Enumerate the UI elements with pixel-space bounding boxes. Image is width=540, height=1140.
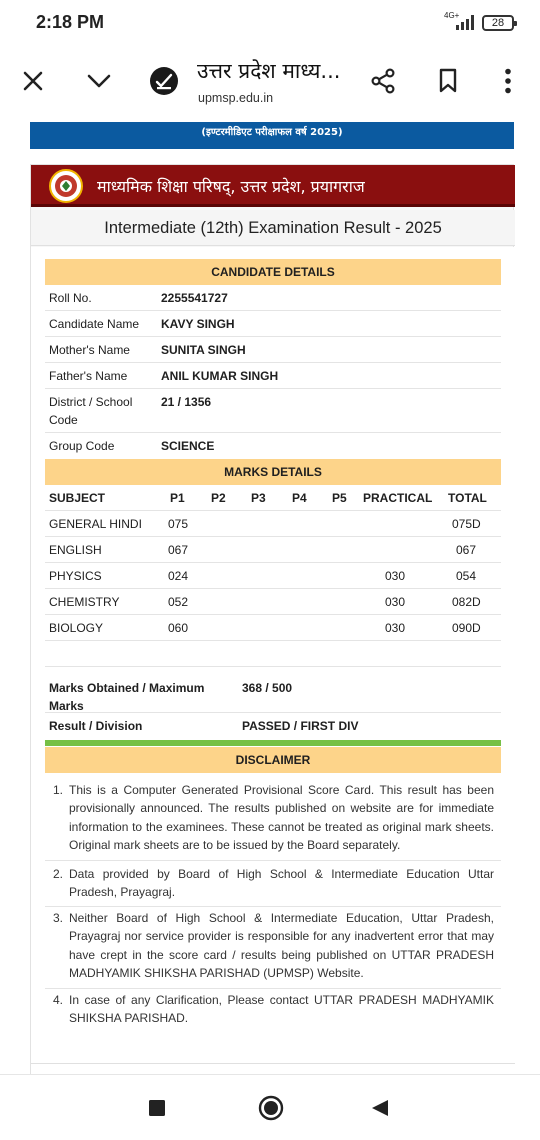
- col-total: TOTAL: [448, 491, 487, 505]
- total-cell: 054: [456, 569, 477, 583]
- row-label: Roll No.: [49, 291, 92, 305]
- recents-square-icon[interactable]: [149, 1100, 165, 1121]
- marks-obtained-value: 368 / 500: [242, 681, 293, 695]
- table-row: [45, 537, 501, 563]
- divider: [31, 1063, 515, 1064]
- disclaimer-item: [45, 865, 501, 907]
- p1-cell: 024: [168, 569, 189, 583]
- subject-cell: BIOLOGY: [49, 621, 104, 635]
- custom-tab-toolbar: [0, 46, 540, 122]
- table-row-empty: [45, 641, 501, 667]
- row-label: Candidate Name: [49, 317, 140, 331]
- subject-cell: PHYSICS: [49, 569, 102, 583]
- chevron-down-icon[interactable]: [82, 64, 116, 98]
- web-page[interactable]: [0, 122, 540, 1074]
- col-p4: P4: [292, 491, 307, 505]
- disclaimer-item: [45, 781, 501, 861]
- p1-cell: 075: [168, 517, 189, 531]
- col-p3: P3: [251, 491, 266, 505]
- item-text: This is a Computer Generated Provisional Score Card. This result has been provisionally announced. The results published on website are for immediate information to the examinees. These cannot be treated as original mark sheets. Original mark sheets are to be issued by the Board separately.: [69, 783, 494, 853]
- row-value: 21 / 1356: [161, 395, 212, 409]
- col-p2: P2: [211, 491, 226, 505]
- candidate-row: [45, 363, 501, 389]
- p1-cell: 060: [168, 621, 189, 635]
- back-triangle-icon[interactable]: [371, 1099, 389, 1122]
- candidate-row: [45, 433, 501, 459]
- table-row: [45, 563, 501, 589]
- battery-icon: 28: [482, 15, 514, 31]
- p1-cell: 067: [168, 543, 189, 557]
- candidate-row: [45, 311, 501, 337]
- total-cell: 067: [456, 543, 477, 557]
- subject-cell: CHEMISTRY: [49, 595, 120, 609]
- marks-obtained-row: [45, 667, 501, 713]
- result-content: [31, 247, 515, 1074]
- result-label: Result / Division: [49, 719, 143, 733]
- marks-obtained-label: Marks Obtained / Maximum Marks: [49, 681, 205, 713]
- item-number: 2.: [53, 867, 64, 881]
- p1-cell: 052: [168, 595, 189, 609]
- total-cell: 082D: [452, 595, 481, 609]
- candidate-details-header: CANDIDATE DETAILS: [45, 259, 501, 285]
- row-label: Mother's Name: [49, 343, 130, 357]
- subject-cell: GENERAL HINDI: [49, 517, 142, 531]
- share-icon[interactable]: [366, 64, 400, 98]
- row-value: 2255541727: [161, 291, 228, 305]
- disclaimer-header: DISCLAIMER: [45, 747, 501, 773]
- marks-table-header: [45, 485, 501, 511]
- col-practical: PRACTICAL: [363, 491, 433, 505]
- result-value: PASSED / FIRST DIV: [242, 719, 359, 733]
- candidate-row: [45, 285, 501, 311]
- result-card: [30, 164, 514, 1074]
- row-value: SUNITA SINGH: [161, 343, 246, 357]
- total-cell: 090D: [452, 621, 481, 635]
- practical-cell: 030: [385, 621, 406, 635]
- item-text: Neither Board of High School & Intermediate Education, Uttar Pradesh, Prayagraj nor service provider is responsible for any inadvertent error that may have crept in the score card / results being published on UTTAR PRADESH MADHYAMIK SHIKSHA PARISHAD (UPMSP) Website.: [69, 911, 494, 981]
- marks-details-header: MARKS DETAILS: [45, 459, 501, 485]
- board-name: माध्यमिक शिक्षा परिषद्, उत्तर प्रदेश, प्रयागराज: [97, 177, 365, 196]
- col-subject: SUBJECT: [49, 491, 106, 505]
- col-p1: P1: [170, 491, 185, 505]
- table-row: [45, 615, 501, 641]
- row-label: Father's Name: [49, 369, 128, 383]
- system-nav-bar: [0, 1074, 540, 1140]
- practical-cell: 030: [385, 569, 406, 583]
- network-type: 4G+: [444, 11, 460, 20]
- page-url: upmsp.edu.in: [198, 91, 274, 105]
- disclaimer-item: [45, 991, 501, 1051]
- row-value: SCIENCE: [161, 439, 215, 453]
- signal-icon: [455, 14, 477, 30]
- subject-cell: ENGLISH: [49, 543, 102, 557]
- item-number: 3.: [53, 911, 64, 925]
- candidate-row: [45, 389, 501, 433]
- more-vert-icon[interactable]: [491, 64, 525, 98]
- home-circle-icon[interactable]: [258, 1095, 284, 1126]
- item-number: 1.: [53, 783, 64, 797]
- item-number: 4.: [53, 993, 64, 1007]
- total-cell: 075D: [452, 517, 481, 531]
- row-label: Group Code: [49, 439, 115, 453]
- item-text: Data provided by Board of High School & Intermediate Education Uttar Pradesh, Prayagraj.: [69, 867, 494, 900]
- table-row: [45, 589, 501, 615]
- exam-title: Intermediate (12th) Examination Result - 2025: [31, 210, 515, 246]
- row-label: District / School Code: [49, 395, 133, 427]
- table-row: [45, 511, 501, 537]
- result-row: [45, 713, 501, 739]
- candidate-row: [45, 337, 501, 363]
- item-text: In case of any Clarification, Please contact UTTAR PRADESH MADHYAMIK SHIKSHA PARISHAD.: [69, 993, 494, 1026]
- row-value: KAVY SINGH: [161, 317, 235, 331]
- close-icon[interactable]: [16, 64, 50, 98]
- row-value: ANIL KUMAR SINGH: [161, 369, 279, 383]
- year-banner: (इण्टरमीडिएट परीक्षाफल वर्ष 2025): [30, 122, 514, 149]
- upmsp-logo-icon: [49, 169, 83, 203]
- site-badge-icon[interactable]: [147, 64, 181, 98]
- result-status-bar: [45, 740, 501, 746]
- status-bar: [0, 0, 540, 46]
- page-title: उत्तर प्रदेश माध्य...: [197, 59, 341, 83]
- status-time: 2:18 PM: [36, 12, 105, 32]
- disclaimer-item: [45, 909, 501, 989]
- board-banner: [31, 165, 515, 207]
- practical-cell: 030: [385, 595, 406, 609]
- bookmark-icon[interactable]: [431, 64, 465, 98]
- col-p5: P5: [332, 491, 347, 505]
